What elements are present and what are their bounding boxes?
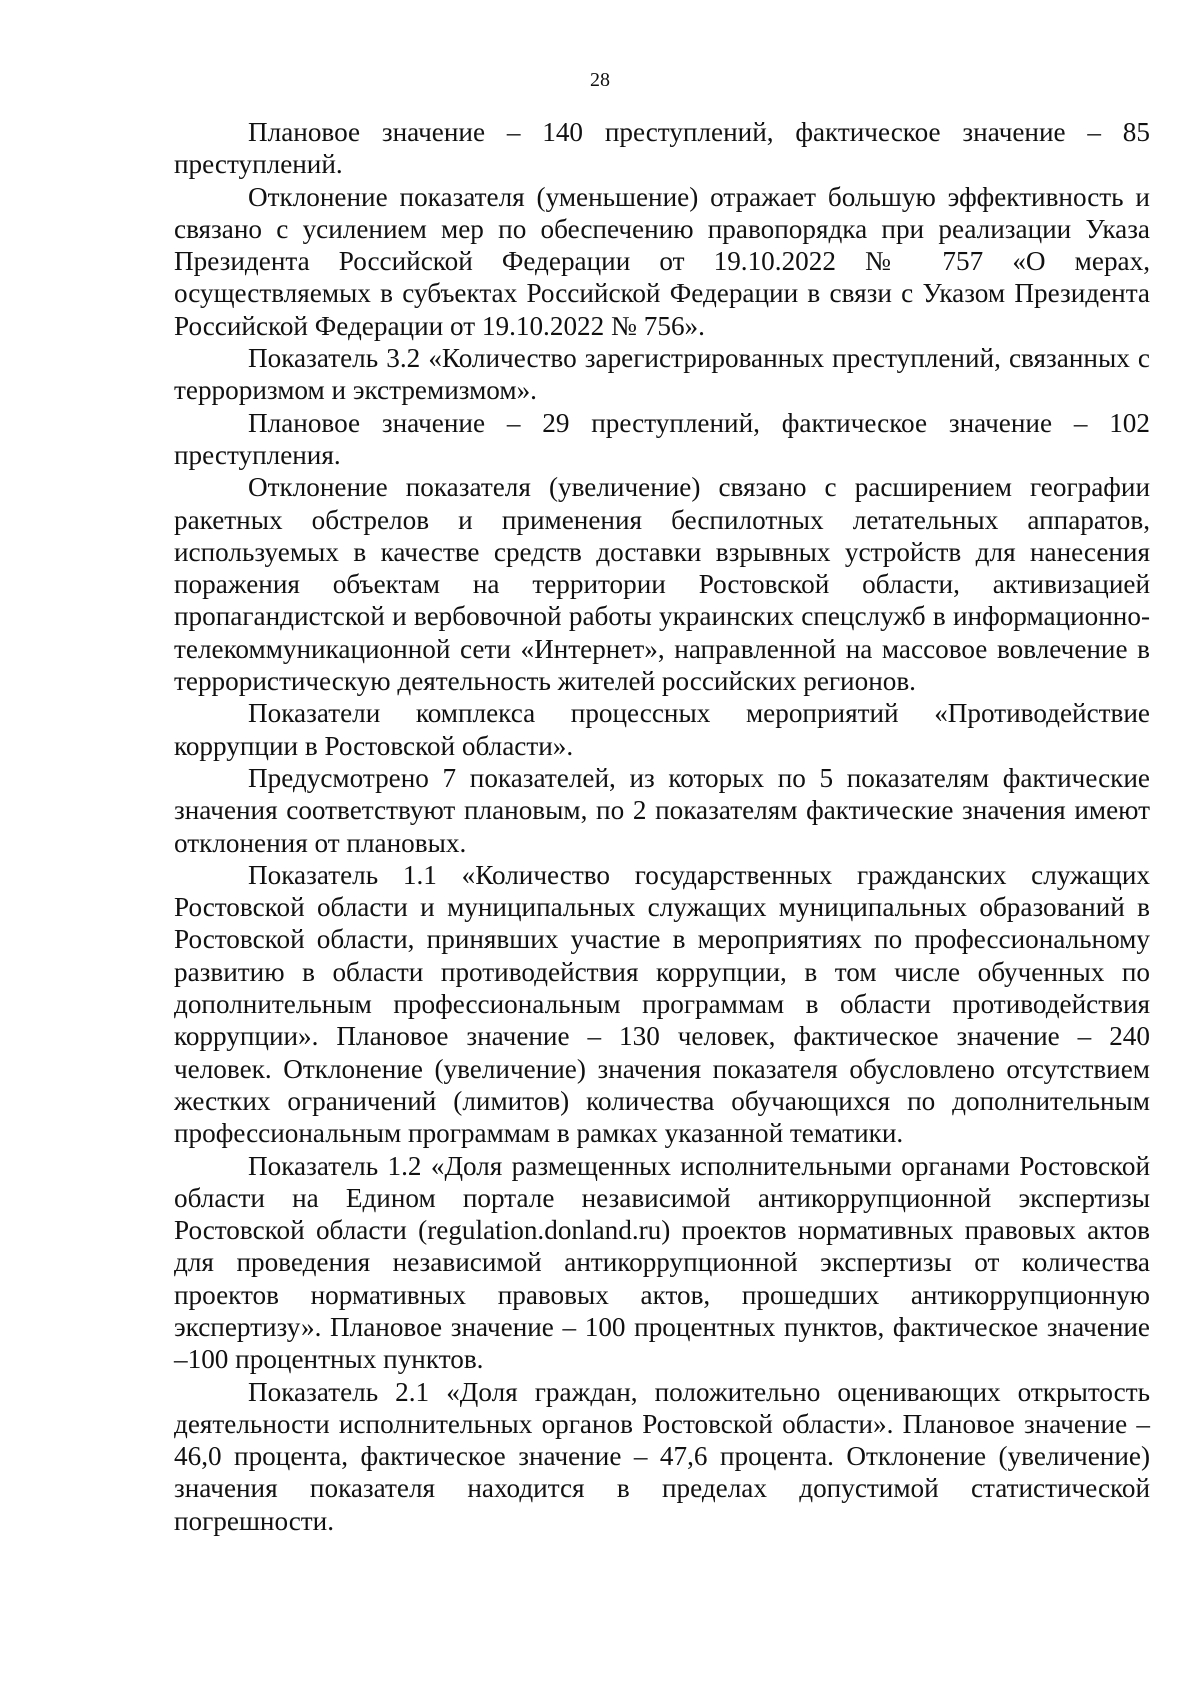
paragraph: Показатель 1.2 «Доля размещенных исполнительными органами Ростовской области на Едином портале независимой антикоррупционной экспертизы Ростовской области (regulation.donland.ru) проектов нормативных правовых актов для проведения независимой антикоррупционной экспертизы от количества проектов нормативных правовых актов, прошедших антикоррупционную экспертизу». Плановое значение – 100 процентных пунктов, фактическое значение –100 процентных пунктов. xyxy=(174,1150,1150,1375)
paragraph: Показатель 2.1 «Доля граждан, положительно оценивающих открытость деятельности исполнительных органов Ростовской области». Плановое значение – 46,0 процента, фактическое значение – 47,6 процента. Отклонение (увеличение) значения показателя находится в пределах допустимой статистической погрешности. xyxy=(174,1376,1150,1536)
paragraph: Отклонение показателя (увеличение) связано с расширением географии ракетных обстрелов и применения беспилотных летательных аппаратов, используемых в качестве средств доставки взрывных устройств для нанесения поражения объектам на территории Ростовской области, активизацией пропагандистской и вербовочной работы украинских спецслужб в информационно-телекоммуникационной сети «Интернет», направленной на массовое вовлечение в террористическую деятельность жителей российских регионов. xyxy=(174,472,1150,697)
page-number: 28 xyxy=(590,69,610,91)
paragraph: Показатель 1.1 «Количество государственных гражданских служащих Ростовской области и муниципальных служащих муниципальных образований в Ростовской области, принявших участие в мероприятиях по профессиональному развитию в области противодействия коррупции, в том числе обученных по дополнительным профессиональным программам в области противодействия коррупции». Плановое значение – 130 человек, фактическое значение – 240 человек. Отклонение (увеличение) значения показателя обусловлено отсутствием жестких ограничений (лимитов) количества обучающихся по дополнительным профессиональным программам в рамках указанной тематики. xyxy=(174,859,1150,1149)
document-body xyxy=(174,116,1150,1537)
paragraph: Предусмотрено 7 показателей, из которых по 5 показателям фактические значения соответствуют плановым, по 2 показателям фактические значения имеют отклонения от плановых. xyxy=(174,762,1150,858)
paragraph: Плановое значение – 140 преступлений, фактическое значение – 85 преступлений. xyxy=(174,117,1150,180)
paragraph: Показатель 3.2 «Количество зарегистрированных преступлений, связанных с терроризмом и экстремизмом». xyxy=(174,343,1150,406)
paragraph: Показатели комплекса процессных мероприятий «Противодействие коррупции в Ростовской области». xyxy=(174,698,1150,761)
paragraph: Плановое значение – 29 преступлений, фактическое значение – 102 преступления. xyxy=(174,407,1150,470)
paragraph: Отклонение показателя (уменьшение) отражает большую эффективность и связано с усилением мер по обеспечению правопорядка при реализации Указа Президента Российской Федерации от 19.10.2022 № 757 «О мерах, осуществляемых в субъектах Российской Федерации в связи с Указом Президента Российской Федерации от 19.10.2022 № 756». xyxy=(174,181,1150,341)
